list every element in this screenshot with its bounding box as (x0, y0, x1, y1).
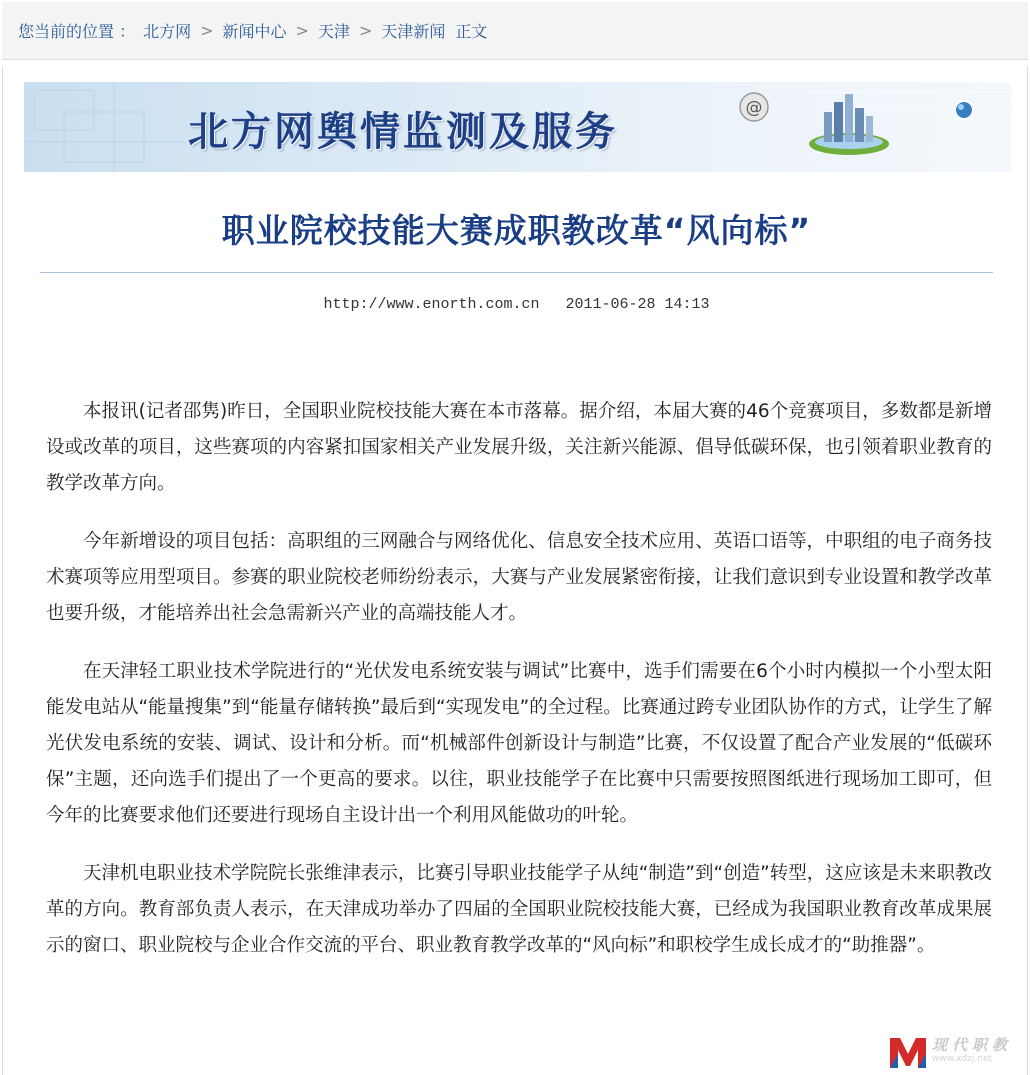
globe-icon (955, 101, 973, 119)
article-meta (40, 296, 993, 313)
article-source-url[interactable]: http://www.enorth.com.cn (323, 296, 540, 313)
breadcrumb-link-enorth[interactable]: 北方网 (143, 22, 192, 41)
article-paragraph: 天津机电职业技术学院院长张维津表示，比赛引导职业技能学子从纯“制造”到“创造”转型，这应该是未来职教改革的方向。教育部负责人表示，在天津成功举办了四届的全国职业院校技能大赛，已经成为我国职业教育改革成果展示的窗口、职业院校与企业合作交流的平台、职业教育教学改革的“风向标”和职校学生成长成才的“助推器”。 (46, 863, 992, 956)
breadcrumb-current: 正文 (455, 22, 488, 41)
chevron-right-icon: > (200, 21, 214, 40)
breadcrumb-label: 您当前的位置 ： (18, 22, 136, 41)
watermark-url: www.xdzj.net (932, 1054, 993, 1064)
city-globe-icon (809, 94, 889, 155)
breadcrumb-link-tianjin-news[interactable]: 天津新闻 (381, 22, 446, 41)
article-paragraph: 在天津轻工职业技术学院进行的“光伏发电系统安装与调试”比赛中，选手们需要在6个小时内模拟一个小型太阳能发电站从“能量搜集”到“能量存储转换”最后到“实现发电”的全过程。比赛通过跨专业团队协作的方式，让学生了解光伏发电系统的安装、调试、设计和分析。而“机械部件创新设计与制造”比赛，不仅设置了配合产业发展的“低碳环保”主题，还向选手们提出了一个更高的要求。以往，职业技能学子在比赛中只需要按照图纸进行现场加工即可，但今年的比赛要求他们还要进行现场自主设计出一个利用风能做功的叶轮。 (46, 661, 992, 826)
title-divider (40, 272, 993, 273)
m-logo-icon (888, 1034, 928, 1070)
at-sign-icon (740, 93, 768, 121)
chevron-right-icon: > (358, 21, 373, 40)
breadcrumb-link-tianjin[interactable]: 天津 (317, 22, 350, 41)
breadcrumb (2, 2, 1028, 60)
article-paragraph: 本报讯(记者邵隽)昨日，全国职业院校技能大赛在本市落幕。据介绍，本届大赛的46个竞赛项目，多数都是新增设或改革的项目，这些赛项的内容紧扣国家相关产业发展升级，关注新兴能源、倡导低碳环保，也引领着职业教育的教学改革方向。 (46, 401, 992, 494)
svg-text:@: @ (745, 98, 763, 118)
chevron-right-icon: > (295, 21, 309, 40)
breadcrumb-link-news-center[interactable]: 新闻中心 (222, 22, 287, 41)
watermark-name: 现代职教 (932, 1036, 1013, 1054)
article-title: 职业院校技能大赛成职教改革“风向标” (221, 211, 812, 250)
article-paragraph: 今年新增设的项目包括：高职组的三网融合与网络优化、信息安全技术应用、英语口语等，中职组的电子商务技术赛项等应用型项目。参赛的职业院校老师纷纷表示，大赛与产业发展紧密衔接，让我们意识到专业设置和教学改革也要升级，才能培养出社会急需新兴产业的高端技能人才。 (46, 531, 992, 624)
article-body (46, 394, 992, 986)
article-datetime: 2011-06-28 14:13 (565, 296, 710, 313)
watermark-logo (888, 1032, 1020, 1072)
banner-title: 北方网舆情监测及服务 (188, 108, 618, 155)
banner (24, 82, 1011, 172)
